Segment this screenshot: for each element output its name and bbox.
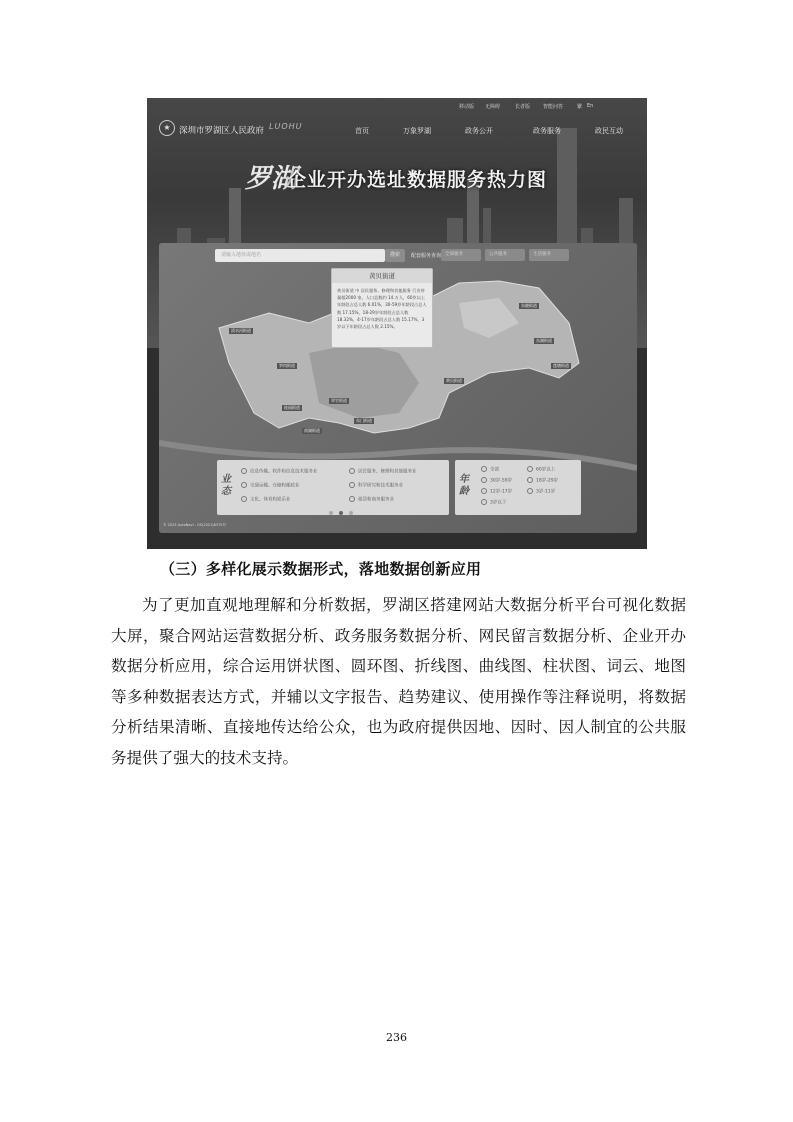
age-legend-label: 年龄	[459, 474, 469, 497]
top-link-mobile[interactable]: 移动版	[459, 104, 475, 110]
age-option[interactable]: 60岁以上	[527, 466, 555, 473]
filter-select-3[interactable]: 生活服务	[529, 249, 569, 261]
district-label-cuizhu[interactable]: 翠竹街道	[331, 398, 347, 403]
age-option[interactable]: 12岁-17岁	[481, 488, 512, 495]
filter-select-2[interactable]: 公共服务	[485, 249, 525, 261]
industry-option[interactable]: 租赁和商务服务业	[349, 496, 394, 503]
industry-option[interactable]: 交通运输、仓储和邮政业	[241, 482, 300, 489]
body-paragraph	[111, 590, 686, 773]
industry-option[interactable]: 文化、体育和娱乐业	[241, 496, 291, 503]
district-label-dongmen[interactable]: 东门街道	[356, 418, 372, 423]
paragraph-text: 为了更加直观地理解和分析数据，罗湖区搭建网站大数据分析平台可视化数据大屏，聚合网站运营数据分析、政务服务数据分析、网民留言数据分析、企业开办数据分析应用，综合运用饼状图、圆环图、折线图、曲线图、柱状图、词云、地图等多种数据表达方式，并辅以文字报告、趋势建议、使用操作等注释说明，将数据分析结果清晰、直接地传达给公众，也为政府提供因地、因时、因人制宜的公共服务提供了强大的技术支持。	[111, 596, 686, 767]
district-info-popup	[331, 268, 433, 348]
nav-gov-service[interactable]: 政务服务	[533, 127, 561, 135]
filter-label: 配套服务查询	[411, 253, 442, 259]
brand-logo: LUOHU	[269, 122, 303, 131]
district-label-liantang[interactable]: 莲塘街道	[553, 363, 569, 368]
age-option[interactable]: 3岁-11岁	[527, 488, 555, 495]
nav-wanxiang[interactable]: 万象罗湖	[403, 127, 431, 135]
gov-name: 深圳市罗湖区人民政府	[179, 126, 265, 136]
district-label-dongxiao[interactable]: 东晓街道	[521, 303, 537, 308]
top-link-english[interactable]: En	[587, 103, 594, 109]
district-label-donghu[interactable]: 东湖街道	[536, 338, 552, 343]
page-number: 236	[386, 1031, 407, 1044]
top-utility-bar	[147, 98, 647, 116]
top-link-traditional[interactable]: 繁	[577, 104, 583, 110]
industry-option[interactable]: 居民服务、修理和其他服务业	[349, 468, 417, 475]
district-label-sungang[interactable]: 笋岗街道	[279, 363, 295, 368]
district-label-guiyuan[interactable]: 桂园街道	[284, 405, 300, 410]
district-label-nanhu[interactable]: 南湖街道	[304, 428, 320, 433]
top-link-accessibility[interactable]: 无障碍	[485, 104, 501, 110]
map-panel	[159, 243, 637, 533]
hero-script-text: 罗湖	[245, 164, 298, 194]
industry-legend-label: 业态	[221, 474, 231, 497]
nav-gov-open[interactable]: 政务公开	[465, 127, 493, 135]
top-link-qa[interactable]: 智能问答	[543, 104, 564, 110]
nav-interaction[interactable]: 政民互动	[595, 127, 623, 135]
pager-dot[interactable]	[329, 511, 333, 515]
age-legend	[455, 460, 581, 515]
popup-title: 黄贝街道	[332, 269, 432, 283]
pager-dot[interactable]	[349, 511, 353, 515]
age-option[interactable]: 3岁以下	[481, 499, 506, 506]
district-label-qingshuihe[interactable]: 清水河街道	[231, 328, 251, 333]
industry-legend	[217, 460, 449, 515]
industry-option[interactable]: 科学研究和技术服务业	[349, 482, 403, 489]
pager-dot[interactable]	[339, 511, 343, 515]
map-footer-note: © 2023 AutoNavi - GS(2021)6375号	[163, 523, 227, 527]
hero-title: 企业开办选址数据服务热力图	[287, 169, 548, 191]
map-search-input[interactable]: 请输入地址或地名	[215, 249, 385, 262]
district-label-huangbei[interactable]: 黄贝街道	[446, 378, 462, 383]
emblem-icon: ★	[159, 120, 175, 136]
map-search-button[interactable]: 搜索	[385, 249, 405, 262]
section-heading: （三）多样化展示数据形式，落地数据创新应用	[160, 560, 482, 578]
age-option[interactable]: 30岁-59岁	[481, 477, 512, 484]
industry-option[interactable]: 信息传输、软件和信息技术服务业	[241, 468, 318, 475]
embedded-screenshot	[147, 98, 647, 549]
top-link-elderly[interactable]: 长者版	[515, 104, 531, 110]
age-option[interactable]: 18岁-29岁	[527, 477, 558, 484]
nav-home[interactable]: 首页	[355, 127, 369, 135]
filter-select-1[interactable]: 全部服务	[441, 249, 481, 261]
age-option[interactable]: 全部	[481, 466, 499, 473]
popup-body: 黄贝街道 中 居民服务、修理和其他服务 行业停量超2000 家，人口总数约 14.万人，60岁以上年龄段占总人数 6.01%，30-59岁年龄段占总人数 17.15%，18-29岁年龄段占总人数 18.32%，4-17岁年龄段占总人数 15.17%，3岁以下年龄段占总人数 2.15%。	[337, 288, 427, 330]
